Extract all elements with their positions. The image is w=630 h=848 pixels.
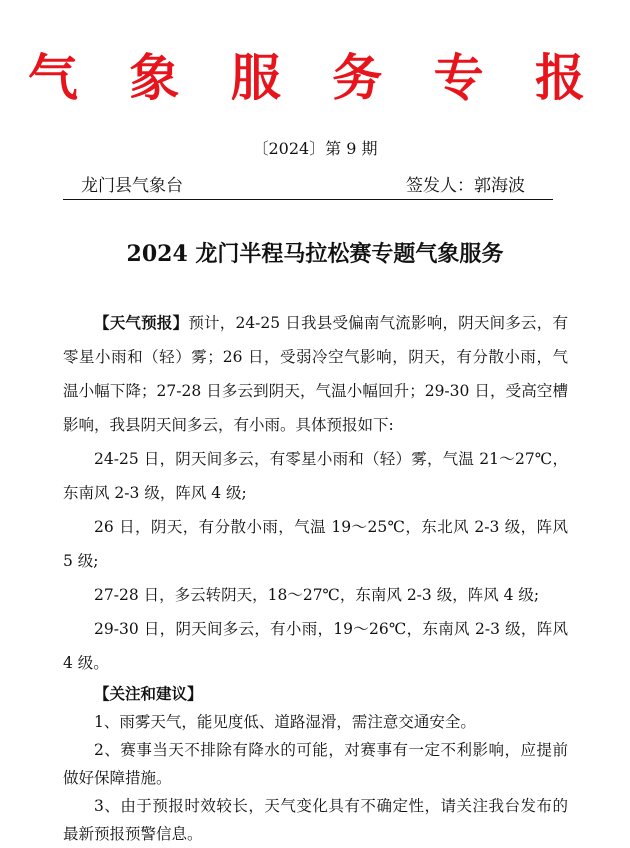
document-body xyxy=(63,306,568,848)
forecast-heading: 【天气预报】 xyxy=(94,313,189,332)
forecast-detail: 27-28 日，多云转阴天，18～27℃，东南风 2-3 级，阵风 4 级; xyxy=(94,586,540,604)
advice-item: 3、由于预报时效较长，天气变化具有不确定性，请关注我台发布的最新预报预警信息。 xyxy=(63,797,568,843)
document-title: 2024 龙门半程马拉松赛专题气象服务 xyxy=(126,241,504,267)
advice-item: 2、赛事当天不排除有降水的可能，对赛事有一定不利影响，应提前做好保障措施。 xyxy=(63,741,568,787)
forecast-detail: 26 日，阴天，有分散小雨，气温 19～25℃，东北风 2-3 级，阵风 5 级; xyxy=(63,518,568,570)
issue-number: 〔2024〕第 9 期 xyxy=(252,139,378,158)
header-divider xyxy=(63,199,553,200)
forecast-detail: 24-25 日，阴天间多云，有零星小雨和（轻）雾，气温 21～27℃，东南风 2-3 级，阵风 4 级; xyxy=(63,450,568,502)
masthead: 气 象 服 务 专 报 xyxy=(27,48,603,107)
organization: 龙门县气象台 xyxy=(81,176,183,196)
forecast-detail: 29-30 日，阴天间多云，有小雨，19～26℃，东南风 2-3 级，阵风 4 级。 xyxy=(63,620,568,672)
forecast-intro-paragraph xyxy=(63,306,568,442)
advice-heading: 【关注和建议】 xyxy=(94,684,203,703)
advice-item: 1、雨雾天气，能见度低、道路湿滑，需注意交通安全。 xyxy=(94,713,476,731)
forecast-intro: 预计，24-25 日我县受偏南气流影响，阴天间多云，有零星小雨和（轻）雾；26 日，受弱冷空气影响，阴天，有分散小雨，气温小幅下降；27-28 日多云到阴天，气温小幅回升；29-30 日，受高空槽影响，我县阴天间多云，有小雨。具体预报如下: xyxy=(63,314,568,434)
signer: 签发人：郭海波 xyxy=(406,176,525,196)
